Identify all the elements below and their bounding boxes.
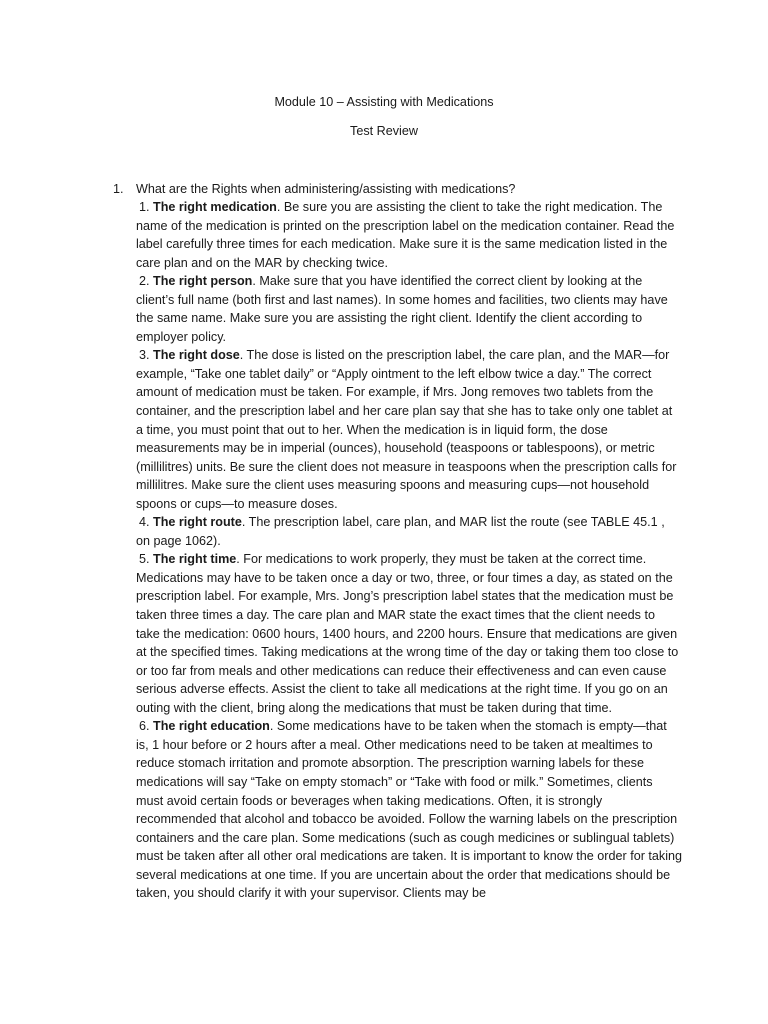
right-item-4 — [136, 513, 682, 550]
right-number: 5. — [139, 552, 150, 567]
right-number: 3. — [139, 348, 150, 363]
right-body: . Be sure you are assisting the client to take the right medication. The name of the medication is printed on the prescription label on the medication container. Read the label carefully three times for each medication. Make sure it is the same medication listed in the care plan and on the MAR by checking twice. — [136, 200, 675, 270]
right-heading: The right person — [153, 274, 253, 289]
right-heading: The right education — [153, 719, 270, 734]
question-number: 1. — [113, 182, 124, 196]
document-subtitle: Test Review — [350, 124, 418, 138]
right-heading: The right medication — [153, 200, 277, 214]
right-number: 6. — [139, 719, 150, 734]
right-body: . The prescription label, care plan, and MAR list the route (see TABLE 45.1 , on page 1062). — [136, 515, 665, 548]
right-heading: The right route — [153, 515, 242, 530]
rights-list — [136, 198, 682, 903]
right-item-6 — [136, 717, 682, 902]
right-item-1 — [136, 198, 682, 272]
right-item-3 — [136, 346, 682, 513]
right-number: 4. — [139, 515, 150, 530]
question-1 — [113, 180, 673, 199]
document-title: Module 10 – Assisting with Medications — [274, 95, 494, 109]
right-body: . The dose is listed on the prescription label, the care plan, and the MAR—for example, “Take one tablet daily” or “Apply ointment to the left elbow twice a day.” The correct amount of medication must be taken. For example, if Mrs. Jong removes two tablets from the container, and the prescription label and her care plan say that she has to take only one tablet at a time, you must point that out to her. When the medication is in liquid form, the dose measurements may be in imperial (ounces), household (teaspoons or tablespoons), or metric (millilitres) units. Be sure the client does not measure in teaspoons when the prescription calls for millilitres. Make sure the client uses measuring spoons and measuring cups—not household spoons or cups—to measure doses. — [136, 348, 677, 511]
right-item-5 — [136, 550, 682, 717]
right-number: 2. — [139, 274, 150, 289]
right-body: . Some medications have to be taken when the stomach is empty—that is, 1 hour before or 2 hours after a meal. Other medications need to be taken at mealtimes to reduce stomach irritation and promote absorption. The prescription warning labels for these medications will say “Take on empty stomach” or “Take with food or milk.” Sometimes, clients must avoid certain foods or beverages when taking medications. Often, it is strongly recommended that alcohol and tobacco be avoided. Follow the warning labels on the prescription containers and the care plan. Some medications (such as cough medicines or sublingual tablets) must be taken after all other oral medications are taken. It is important to know the order for taking several medications at one time. If you are uncertain about the order that medications should be taken, you should clarify it with your supervisor. Clients may be — [136, 719, 683, 901]
right-heading: The right dose — [153, 348, 240, 363]
right-number: 1. — [139, 200, 150, 214]
right-heading: The right time — [153, 552, 237, 567]
right-item-2 — [136, 272, 682, 346]
right-body: . For medications to work properly, they must be taken at the correct time. Medications may have to be taken once a day or two, three, or four times a day, as stated on the prescription label. For example, Mrs. Jong’s prescription label states that the medication must be taken three times a day. The care plan and MAR state the exact times that the client needs to take the medication: 0600 hours, 1400 hours, and 2200 hours. Ensure that medications are given at the specified times. Taking medications at the wrong time of the day or taking them too close to or too far from meals and other medications can reduce their effectiveness and can even cause serious adverse effects. Assist the client to take all medications at the right time. If you go on an outing with the client, bring along the medications that must be taken during that time. — [136, 552, 679, 715]
right-body: . Make sure that you have identified the correct client by looking at the client’s full name (both first and last names). In some homes and facilities, two clients may have the same name. Make sure you are assisting the right client. Identify the client according to employer policy. — [136, 274, 668, 344]
question-text: What are the Rights when administering/assisting with medications? — [136, 182, 516, 196]
